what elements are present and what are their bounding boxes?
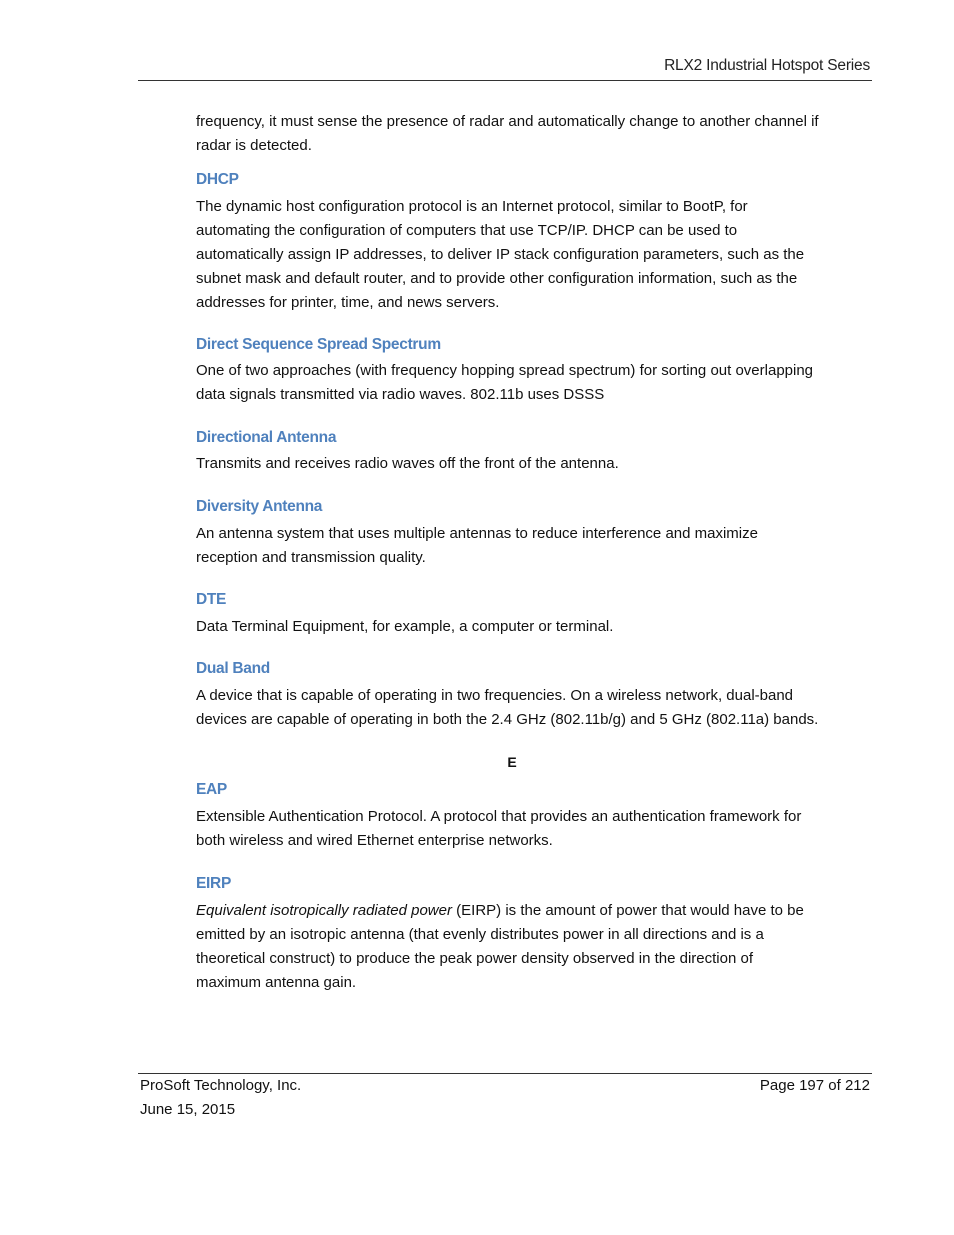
definition-dsss: One of two approaches (with frequency hopping spread spectrum) for sorting out overlapping data signals transmitted via radio waves. 802.11b uses DSSS xyxy=(196,362,814,403)
definition-eap: Extensible Authentication Protocol. A protocol that provides an authentication framework for both wireless and wired Ethernet enterprise networks. xyxy=(196,808,802,849)
term-dual-band: Dual Band xyxy=(196,660,270,677)
term-diversity-antenna: Diversity Antenna xyxy=(196,498,323,515)
footer-left xyxy=(140,1074,301,1122)
definition-dual-band: A device that is capable of operating in two frequencies. On a wireless network, dual-band devices are capable of operating in both the 2.4 GHz (802.11b/g) and 5 GHz (802.11a) bands. xyxy=(196,687,819,728)
page-content xyxy=(196,110,820,995)
section-letter: E xyxy=(507,754,517,770)
running-header: RLX2 Industrial Hotspot Series xyxy=(664,57,870,74)
definition-diversity-antenna: An antenna system that uses multiple antennas to reduce interference and maximize reception and transmission quality. xyxy=(196,525,758,566)
intro-paragraph: frequency, it must sense the presence of radar and automatically change to another channel if radar is detected. xyxy=(196,113,819,154)
footer-page-number: Page 197 of 212 xyxy=(759,1077,870,1094)
term-directional-antenna: Directional Antenna xyxy=(196,429,337,446)
term-eirp: EIRP xyxy=(196,875,231,892)
term-eap: EAP xyxy=(196,781,227,798)
term-dte: DTE xyxy=(196,591,227,608)
definition-eirp-italic: Equivalent isotropically radiated power xyxy=(196,902,452,919)
definition-dte: Data Terminal Equipment, for example, a computer or terminal. xyxy=(196,618,614,635)
footer-date: June 15, 2015 xyxy=(140,1101,236,1118)
definition-directional-antenna: Transmits and receives radio waves off the front of the antenna. xyxy=(196,455,619,472)
header-divider xyxy=(138,80,872,81)
footer-company: ProSoft Technology, Inc. xyxy=(140,1077,302,1094)
term-dsss: Direct Sequence Spread Spectrum xyxy=(196,336,441,353)
term-dhcp: DHCP xyxy=(196,171,239,188)
definition-eirp xyxy=(196,899,820,995)
definition-dhcp: The dynamic host configuration protocol is an Internet protocol, similar to BootP, for automating the configuration of computers that use TCP/IP. DHCP can be used to automatically assign IP addresses, to deliver IP stack configuration parameters, such as the subnet mask and default router, and to provide other configuration information, such as the addresses for printer, time, and news servers. xyxy=(196,198,805,311)
definition-eirp-rest: (EIRP) is the amount of power that would have to be emitted by an isotropic antenna (that evenly distributes power in all directions and is a theoretical construct) to produce the peak power density observed in the direction of maximum antenna gain. xyxy=(196,902,804,991)
